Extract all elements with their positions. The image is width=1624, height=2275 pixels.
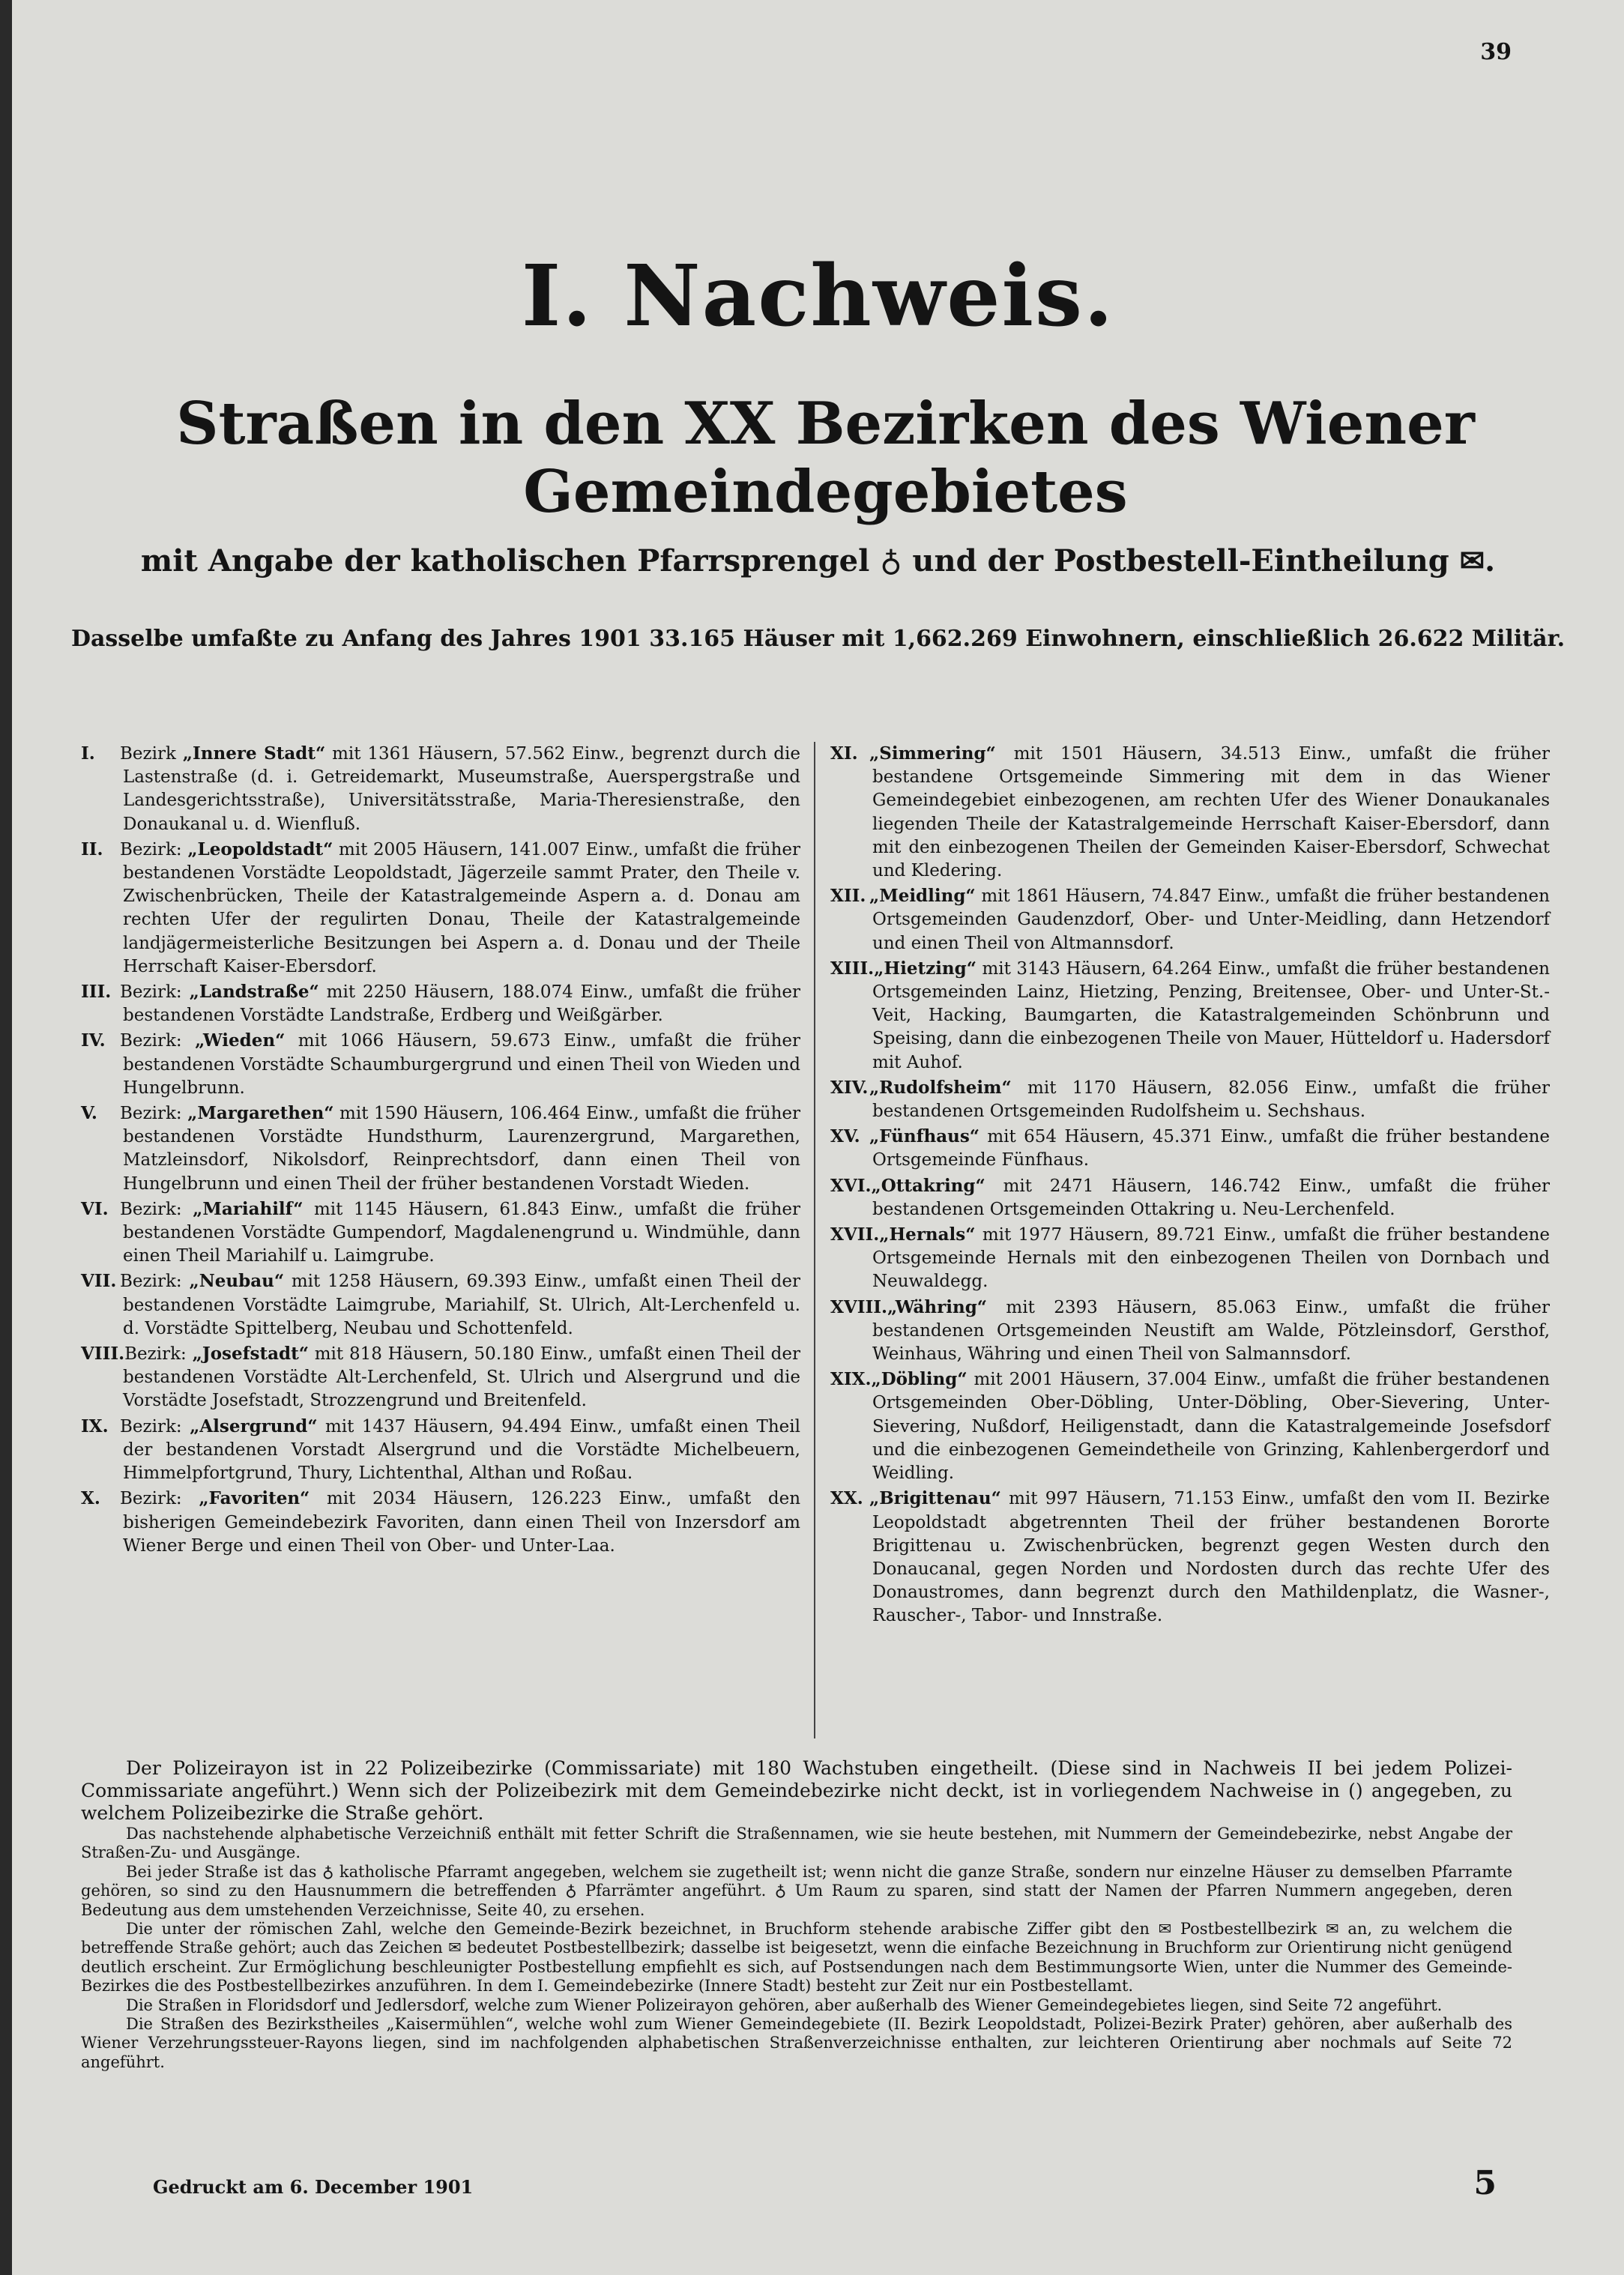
district-number: IX. bbox=[81, 1416, 109, 1436]
population-note: Dasselbe umfaßte zu Anfang des Jahres 1901 33.165 Häuser mit 1,662.269 Einwohnern, einschließlich 26.622 Militär. bbox=[70, 626, 1566, 652]
district-label: Bezirk: bbox=[120, 1031, 182, 1051]
district-name: „Hernals“ bbox=[879, 1224, 976, 1245]
district-description: mit 818 Häusern, 50.180 Einw., umfaßt einen Theil der bestandenen Vorstädte Alt-Lerchenfeld, St. Ulrich und Alsergrund und die Vorstädte Josefstadt, Strozzengrund und Breitenfeld. bbox=[123, 1344, 800, 1411]
district-entry bbox=[81, 1029, 800, 1100]
district-label: Bezirk: bbox=[124, 1344, 187, 1365]
district-description: mit 1170 Häusern, 82.056 Einw., umfaßt die früher bestandenen Ortsgemeinden Rudolfsheim u. Sechshaus. bbox=[872, 1078, 1551, 1122]
district-name: „Meidling“ bbox=[869, 886, 976, 907]
footer-paragraph: Die Straßen des Bezirkstheiles „Kaisermühlen“, welche wohl zum Wiener Gemeindegebiete (II. Bezirk Leopoldstadt, Polizei-Bezirk Prater) gehören, aber außerhalb des Wiener Verzehrungssteuer-Rayons liegen, sind im nachfolgenden alphabetischen Straßenverzeichnisse enthalten, zur leichteren Orientirung aber nochmals auf Seite 72 angeführt. bbox=[81, 2015, 1512, 2071]
district-number: XVII. bbox=[830, 1224, 880, 1245]
district-name: „Döbling“ bbox=[871, 1369, 968, 1390]
district-column-right bbox=[830, 742, 1550, 1630]
district-number: IV. bbox=[81, 1030, 106, 1051]
district-name: „Alsergrund“ bbox=[190, 1416, 318, 1436]
district-entry bbox=[81, 1197, 800, 1269]
district-description: mit 1145 Häusern, 61.843 Einw., umfaßt die früher bestandenen Vorstädte Gumpendorf, Magdalenengrund u. Windmühle, dann einen Theil Mariahilf u. Laimgrube. bbox=[123, 1199, 801, 1266]
district-entry bbox=[830, 1296, 1550, 1367]
district-entry bbox=[830, 1125, 1550, 1172]
district-number: V. bbox=[81, 1103, 97, 1124]
district-entry bbox=[81, 1487, 800, 1558]
district-entry bbox=[81, 742, 800, 836]
district-number: VIII. bbox=[81, 1344, 125, 1365]
district-description: mit 654 Häusern, 45.371 Einw., umfaßt die früher bestandene Ortsgemeinde Fünfhaus. bbox=[872, 1127, 1551, 1170]
district-label: Bezirk: bbox=[120, 1199, 182, 1219]
district-name: „Margarethen“ bbox=[187, 1103, 334, 1124]
district-number: I. bbox=[81, 743, 95, 764]
district-number: XVIII. bbox=[830, 1296, 887, 1317]
district-description: mit 1066 Häusern, 59.673 Einw., umfaßt die früher bestandenen Vorstädte Schaumburgergrund und einen Theil von Wieden und Hungelbrunn. bbox=[123, 1031, 800, 1098]
district-label: Bezirk: bbox=[120, 1416, 182, 1436]
district-entry bbox=[830, 1223, 1550, 1294]
district-name: „Ottakring“ bbox=[871, 1175, 985, 1196]
district-name: „Innere Stadt“ bbox=[182, 743, 326, 764]
district-description: mit 1861 Häusern, 74.847 Einw., umfaßt die früher bestandenen Ortsgemeinden Gaudenzdorf, Ober- und Unter-Meidling, dann Hetzendorf und einen Theil von Altmannsdorf. bbox=[872, 886, 1550, 953]
district-description: mit 2034 Häusern, 126.223 Einw., umfaßt den bisherigen Gemeindebezirk Favoriten, dann einen Theil von Inzersdorf am Wiener Berge und einen Theil von Ober- und Unter-Laa. bbox=[123, 1489, 801, 1556]
footer-paragraph: Bei jeder Straße ist das ♁ katholische Pfarramt angegeben, welchem sie zugetheilt ist; wenn nicht die ganze Straße, sondern nur einzelne Häuser zu demselben Pfarramte gehören, so sind zu den Hausnummern die betreffenden ♁ Pfarrämter angeführt. ♁ Um Raum zu sparen, sind statt der Namen der Pfarren Nummern angegeben, deren Bedeutung aus dem umstehenden Verzeichnisse, Seite 40, zu ersehen. bbox=[81, 1862, 1512, 1919]
district-number: XIV. bbox=[830, 1077, 869, 1098]
district-column-left bbox=[81, 742, 800, 1559]
district-entry bbox=[830, 1368, 1550, 1485]
district-name: „Mariahilf“ bbox=[193, 1198, 304, 1219]
district-name: „Favoriten“ bbox=[199, 1488, 310, 1509]
district-description: mit 1258 Häusern, 69.393 Einw., umfaßt einen Theil der bestandenen Vorstädte Laimgrube, Mariahilf, St. Ulrich, Alt-Lerchenfeld u. d. Vorstädte Spittelberg, Neubau und Schottenfeld. bbox=[123, 1272, 801, 1338]
district-label: Bezirk: bbox=[120, 982, 182, 1003]
column-divider bbox=[814, 742, 815, 1738]
district-entry bbox=[830, 742, 1550, 883]
district-entry bbox=[830, 957, 1550, 1075]
district-name: „Währing“ bbox=[887, 1296, 988, 1317]
district-description: mit 1361 Häusern, 57.562 Einw., begrenzt durch die Lastenstraße (d. i. Getreidemarkt, Museumstraße, Auerspergstraße und Landesgerichtsstraße), Universitätsstraße, Maria-Theresienstraße, den Donaukanal u. d. Wienfluß. bbox=[123, 744, 801, 834]
district-label: Bezirk: bbox=[120, 1104, 182, 1124]
footer-paragraph: Der Polizeirayon ist in 22 Polizeibezirke (Commissariate) mit 180 Wachstuben eingetheilt. (Diese sind in Nachweis II bei jedem Polizei-Commissariate angeführt.) Wenn sich der Polizeibezirk mit dem Gemeindebezirke nicht deckt, ist in vorliegendem Nachweise in () angegeben, zu welchem Polizeibezirke die Straße gehört. bbox=[81, 1757, 1512, 1824]
district-number: XIX. bbox=[830, 1369, 872, 1390]
printed-date: Gedruckt am 6. December 1901 bbox=[153, 2176, 474, 2198]
district-entry bbox=[830, 1174, 1550, 1221]
district-number: XX. bbox=[830, 1488, 863, 1509]
district-description: mit 1977 Häusern, 89.721 Einw., umfaßt die früher bestandene Ortsgemeinde Hernals mit den einbezogenen Theilen von Dornbach und Neuwaldegg. bbox=[872, 1225, 1550, 1292]
district-entry bbox=[81, 980, 800, 1027]
district-number: X. bbox=[81, 1488, 100, 1509]
district-name: „Leopoldstadt“ bbox=[187, 839, 333, 859]
district-description: mit 1590 Häusern, 106.464 Einw., umfaßt die früher bestandenen Vorstädte Hundsthurm, Laurenzergrund, Margarethen, Matzleinsdorf, Nikolsdorf, Reinprechtsdorf, dann einen Theil von Hungelbrunn und einen Theil der früher bestandenen Vorstadt Wieden. bbox=[123, 1104, 800, 1194]
district-name: „Hietzing“ bbox=[874, 958, 976, 979]
district-entry bbox=[81, 838, 800, 979]
district-description: mit 2001 Häusern, 37.004 Einw., umfaßt die früher bestandenen Ortsgemeinden Ober-Döbling, Unter-Döbling, Ober-Sievering, Unter-Sievering, Nußdorf, Heiligenstadt, dann die Katastralgemeinde Josefsdorf und die einbezogenen Gemeindetheile von Grinzing, Kahlenbergerdorf und Weidling. bbox=[872, 1370, 1550, 1484]
district-description: mit 1501 Häusern, 34.513 Einw., umfaßt die früher bestandene Ortsgemeinde Simmering mit dem in das Wiener Gemeindegebiet einbezogenen, am rechten Ufer des Wiener Donaukanales liegenden Theile der Katastralgemeinde Herrschaft Kaiser-Ebersdorf, dann mit den einbezogenen Theilen der Gemeinden Kaiser-Ebersdorf, Schwechat und Kledering. bbox=[872, 744, 1551, 881]
district-list bbox=[81, 742, 1580, 1738]
district-number: III. bbox=[81, 982, 112, 1003]
district-number: XVI. bbox=[830, 1175, 872, 1196]
district-entry bbox=[81, 1342, 800, 1413]
district-entry bbox=[830, 884, 1550, 955]
page-subtitle: Straßen in den XX Bezirken des Wiener Gemeindegebietes bbox=[176, 390, 1475, 526]
district-entry bbox=[830, 1076, 1550, 1123]
page-title: I. Nachweis. bbox=[521, 247, 1115, 345]
footer-paragraph: Die Straßen in Floridsdorf und Jedlersdorf, welche zum Wiener Polizeirayon gehören, aber außerhalb des Wiener Gemeindegebietes liegen, sind Seite 72 angeführt. bbox=[126, 1995, 1443, 2014]
district-number: XII. bbox=[830, 886, 866, 907]
district-name: „Wieden“ bbox=[195, 1030, 286, 1051]
footer-paragraph: Die unter der römischen Zahl, welche den Gemeinde-Bezirk bezeichnet, in Bruchform stehende arabische Ziffer gibt den ✉ Postbestellbezirk ✉ an, zu welchem die betreffende Straße gehört; auch das Zeichen ✉ bedeutet Postbestellbezirk; dasselbe ist beigesetzt, wenn die einfache Bezeichnung in Bruchform zur Orientirung nicht genügend deutlich erscheint. Zur Ermöglichung beschleunigter Postbestellung empfiehlt es sich, auf Postsendungen nach dem Bestimmungsorte Wien, unter die Nummer des Gemeinde-Bezirkes die des Postbestellbezirkes anzuführen. In dem I. Gemeindebezirke (Innere Stadt) besteht zur Zeit nur ein Postbestellamt. bbox=[81, 1920, 1512, 1995]
district-number: VII. bbox=[81, 1271, 117, 1292]
district-entry bbox=[81, 1415, 800, 1486]
footer-notes bbox=[81, 1757, 1512, 2072]
district-description: mit 3143 Häusern, 64.264 Einw., umfaßt die früher bestandenen Ortsgemeinden Lainz, Hietzing, Penzing, Breitensee, Ober- und Unter-St.-Veit, Hacking, Baumgarten, die Katastralgemeinden Schönbrunn und Speising, dann die einbezogenen Theile von Mauer, Hütteldorf u. Hadersdorf mit Auhof. bbox=[872, 958, 1550, 1072]
district-number: VI. bbox=[81, 1198, 109, 1219]
district-label: Bezirk: bbox=[120, 839, 182, 859]
district-name: „Landstraße“ bbox=[189, 982, 319, 1003]
district-number: II. bbox=[81, 839, 103, 859]
district-entry bbox=[81, 1102, 800, 1196]
district-name: „Neubau“ bbox=[189, 1271, 285, 1292]
district-name: „Rudolfsheim“ bbox=[869, 1077, 1012, 1098]
district-label: Bezirk: bbox=[120, 1489, 182, 1509]
district-description: mit 997 Häusern, 71.153 Einw., umfaßt den vom II. Bezirke Leopoldstadt abgetrennten Theil der früher bestandenen Bororte Brigittenau u. Zwischenbrücken, begrenzt gegen Westen durch den Donaucanal, gegen Norden und Nordosten durch das rechte Ufer des Donaustromes, dann begrenzt durch den Mathildenplatz, die Wasner-, Rauscher-, Tabor- und Innstraße. bbox=[872, 1489, 1550, 1626]
subtitle-pfarrsprengel: mit Angabe der katholischen Pfarrsprengel ♁ und der Postbestell-Eintheilung ✉. bbox=[140, 543, 1496, 578]
district-description: mit 2005 Häusern, 141.007 Einw., umfaßt die früher bestandenen Vorstädte Leopoldstadt, Jägerzeile sammt Prater, den Theile v. Zwischenbrücken, Theile der Katastralgemeinde Aspern a. d. Donau am rechten Ufer der regulirten Donau, Theile der Katastralgemeinde landjägermeisterliche Besitzungen bei Aspern a. d. Donau und der Theile Herrschaft Kaiser-Ebersdorf. bbox=[123, 839, 801, 976]
district-entry bbox=[830, 1487, 1550, 1628]
district-name: „Josefstadt“ bbox=[192, 1344, 309, 1365]
district-label: Bezirk: bbox=[120, 1272, 182, 1292]
page-number-top: 39 bbox=[1480, 39, 1512, 65]
district-name: „Simmering“ bbox=[869, 743, 996, 764]
page-number-bottom: 5 bbox=[1473, 2164, 1497, 2202]
district-number: XIII. bbox=[830, 958, 875, 979]
district-number: XV. bbox=[830, 1126, 860, 1147]
district-description: mit 1437 Häusern, 94.494 Einw., umfaßt einen Theil der bestandenen Vorstadt Alsergrund und die Vorstädte Michelbeuern, Himmelpfortgrund, Thury, Lichtenthal, Althan und Roßau. bbox=[123, 1416, 800, 1484]
district-description: mit 2471 Häusern, 146.742 Einw., umfaßt die früher bestandenen Ortsgemeinden Ottakring u. Neu-Lerchenfeld. bbox=[872, 1176, 1550, 1219]
district-entry bbox=[81, 1269, 800, 1341]
district-name: „Fünfhaus“ bbox=[869, 1126, 980, 1147]
district-number: XI. bbox=[830, 743, 858, 764]
district-name: „Brigittenau“ bbox=[869, 1488, 1001, 1509]
district-description: mit 2393 Häusern, 85.063 Einw., umfaßt die früher bestandenen Ortsgemeinden Neustift am Walde, Pötzleinsdorf, Gersthof, Weinhaus, Währing und einen Theil von Salmannsdorf. bbox=[872, 1297, 1550, 1365]
footer-paragraph: Das nachstehende alphabetische Verzeichniß enthält mit fetter Schrift die Straßennamen, wie sie heute bestehen, mit Nummern der Gemeindebezirke, nebst Angabe der Straßen-Zu- und Ausgänge. bbox=[81, 1825, 1512, 1862]
district-description: mit 2250 Häusern, 188.074 Einw., umfaßt die früher bestandenen Vorstädte Landstraße, Erdberg und Weißgärber. bbox=[123, 982, 800, 1026]
district-label: Bezirk bbox=[120, 744, 176, 764]
